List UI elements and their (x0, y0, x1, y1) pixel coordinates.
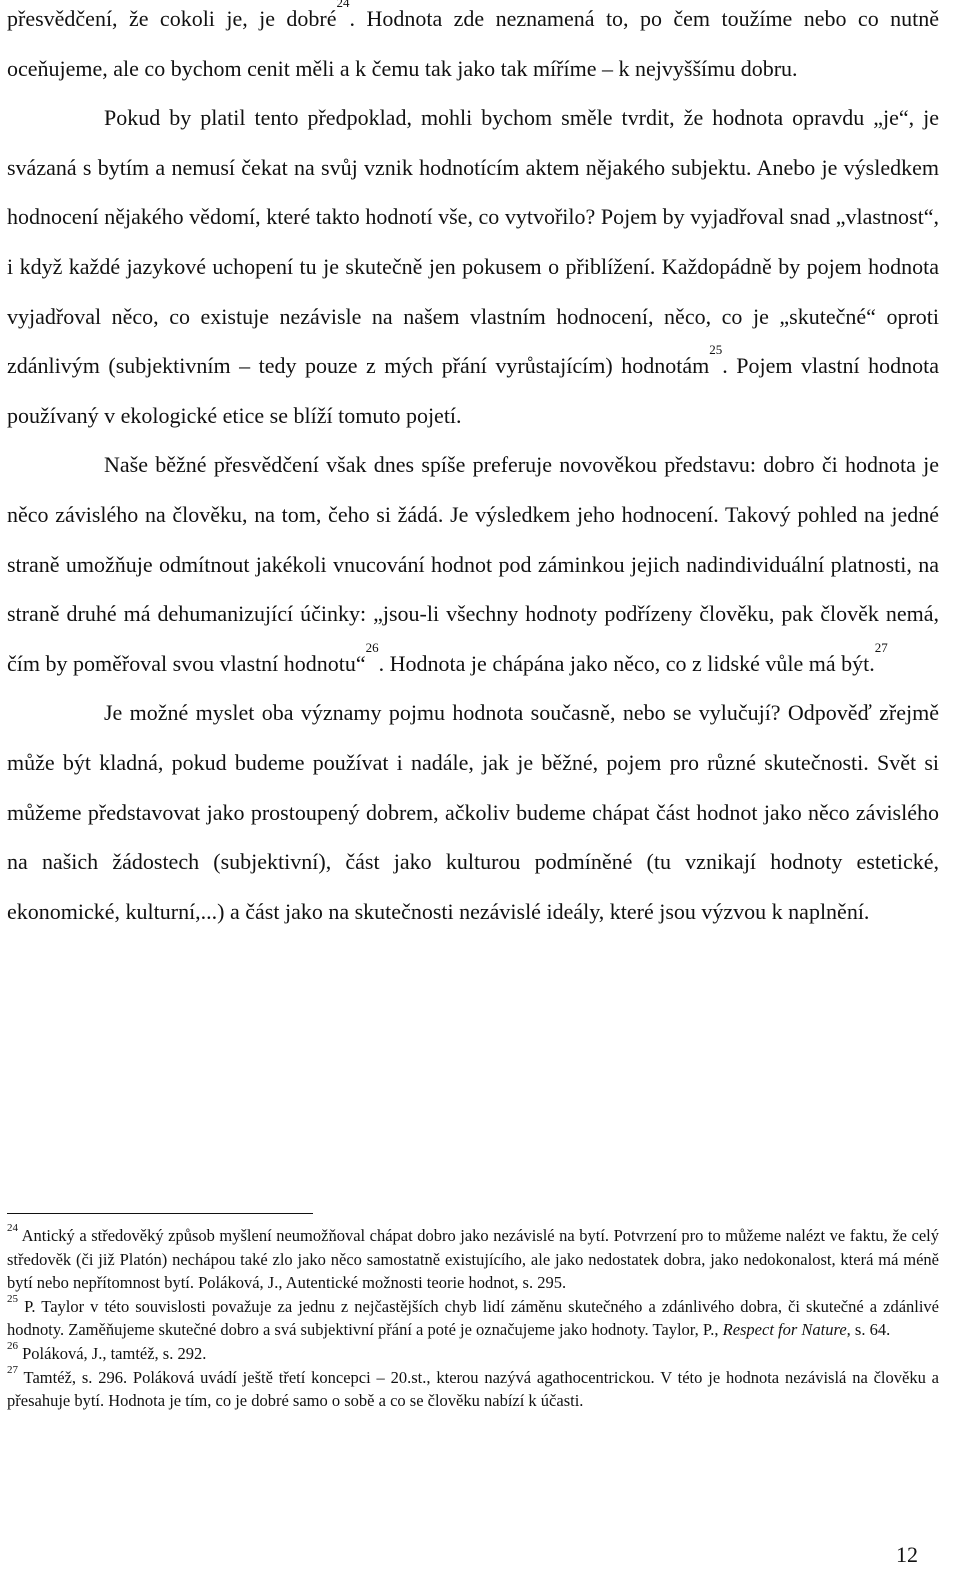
paragraph-text: Pokud by platil tento předpoklad, mohli bychom směle tvrdit, že hodnota opravdu „je“, je svázaná s bytím a nemusí čekat na svůj vznik hodnotícím aktem nějakého subjektu. Anebo je výsledkem hodnocení nějakého vědomí, které takto hodnotí vše, co vytvořilo? Pojem by vyjadřoval snad „vlastnost“, i když každé jazykové uchopení tu je skutečně jen pokusem o přiblížení. Každopádně by pojem hodnota vyjadřoval něco, co existuje nezávisle na našem vlastním hodnocení, něco, co je „skutečné“ oproti zdánlivým (subjektivním – tedy pouze z mých přání vyrůstajícím) hodnotám (7, 105, 939, 379)
footnote-separator (7, 1213, 313, 1214)
footnote-number: 27 (7, 1363, 18, 1376)
paragraph-2 (7, 93, 939, 440)
footnote-number: 24 (7, 1222, 18, 1234)
footnote-text: , s. 64. (846, 1320, 891, 1340)
footnote-ref-27: 27 (874, 639, 888, 655)
footnote-24 (7, 1224, 939, 1295)
paragraph-text: . Pojem vlastní hodnota používaný v ekologické etice se blíží tomuto pojetí. (7, 353, 940, 428)
page-number: 12 (896, 1542, 918, 1567)
footnote-number: 25 (7, 1292, 18, 1305)
paragraph-text: . Hodnota zde neznamená to, po čem toužíme nebo co nutně oceňujeme, ale co bychom cenit měli a k čemu tak jako tak míříme – k nejvyššímu dobru. (7, 6, 939, 81)
footnote-ref-24: 24 (336, 0, 350, 10)
footnote-text: Poláková, J., tamtéž, s. 292. (22, 1343, 207, 1363)
footnote-25 (7, 1292, 940, 1342)
footnote-26 (7, 1339, 939, 1366)
paragraph-text: přesvědčení, že cokoli je, je dobré (7, 6, 337, 31)
footnote-27 (7, 1363, 940, 1413)
footnote-ref-25: 25 (709, 342, 723, 358)
paragraph-text: Naše běžné přesvědčení však dnes spíše preferuje novověkou představu: dobro či hodnota je něco závislého na člověku, na tom, čeho si žádá. Je výsledkem jeho hodnocení. Takový pohled na jedné straně umožňuje odmítnout jakékoli vnucování hodnot pod záminkou jejich nadindividuální platnosti, na straně druhé má dehumanizující účinky: „jsou-li všechny hodnoty podřízeny člověku, pak člověk nemá, čím by poměřoval svou vlastní hodnotu“ (7, 452, 939, 676)
paragraph-1 (7, 0, 939, 93)
body-text (7, 0, 939, 936)
footnote-ref-26: 26 (365, 639, 379, 655)
paragraph-3 (7, 440, 939, 688)
footnotes (7, 1224, 939, 1413)
footnote-text: P. Taylor v této souvislosti považuje za jednu z nejčastějších chyb lidí záměnu skutečného a zdánlivého dobra, či skutečné a zdánlivé hodnoty. Zaměňujeme skutečné dobro a svá subjektivní přání a poté je označujeme jako hodnoty. Taylor, P., (7, 1296, 940, 1340)
footnote-text: Antický a středověký způsob myšlení neumožňoval chápat dobro jako nezávislé na bytí. Potvrzení pro to můžeme nalézt ve faktu, že celý středověk (či již Platón) nechápou také zlo jako něco samostatně existujícího, ale jako nedostatek dobra, jako nedokonalost, která má méně bytí nebo nepřítomnost bytí. Poláková, J., Autentické možnosti teorie hodnot, s. 295. (7, 1226, 939, 1293)
paragraph-text: . Hodnota je chápána jako něco, co z lidské vůle má být. (378, 650, 875, 676)
paragraph-text: Je možné myslet oba významy pojmu hodnota současně, nebo se vylučují? Odpověď zřejmě může být kladná, pokud budeme používat i nadále, jak je běžné, pojem pro různé skutečnosti. Svět si můžeme představovat jako prostoupený dobrem, ačkoliv budeme chápat část hodnot jako něco závislého na našich žádostech (subjektivní), část jako kulturou podmíněné (tu vznikají hodnoty estetické, ekonomické, kulturní,...) a část jako na skutečnosti nezávislé ideály, které jsou výzvou k naplnění. (7, 700, 939, 924)
footnote-number: 26 (7, 1339, 18, 1352)
footnote-italic-text: Respect for Nature (722, 1320, 847, 1340)
paragraph-4 (7, 688, 939, 936)
footnote-text: Tamtéž, s. 296. Poláková uvádí ještě třetí koncepci – 20.st., kterou nazývá agathocentrickou. V této je hodnota nezávislá na člověku a přesahuje bytí. Hodnota je tím, co je dobré samo o sobě a co se člověku nabízí k účasti. (7, 1367, 940, 1411)
